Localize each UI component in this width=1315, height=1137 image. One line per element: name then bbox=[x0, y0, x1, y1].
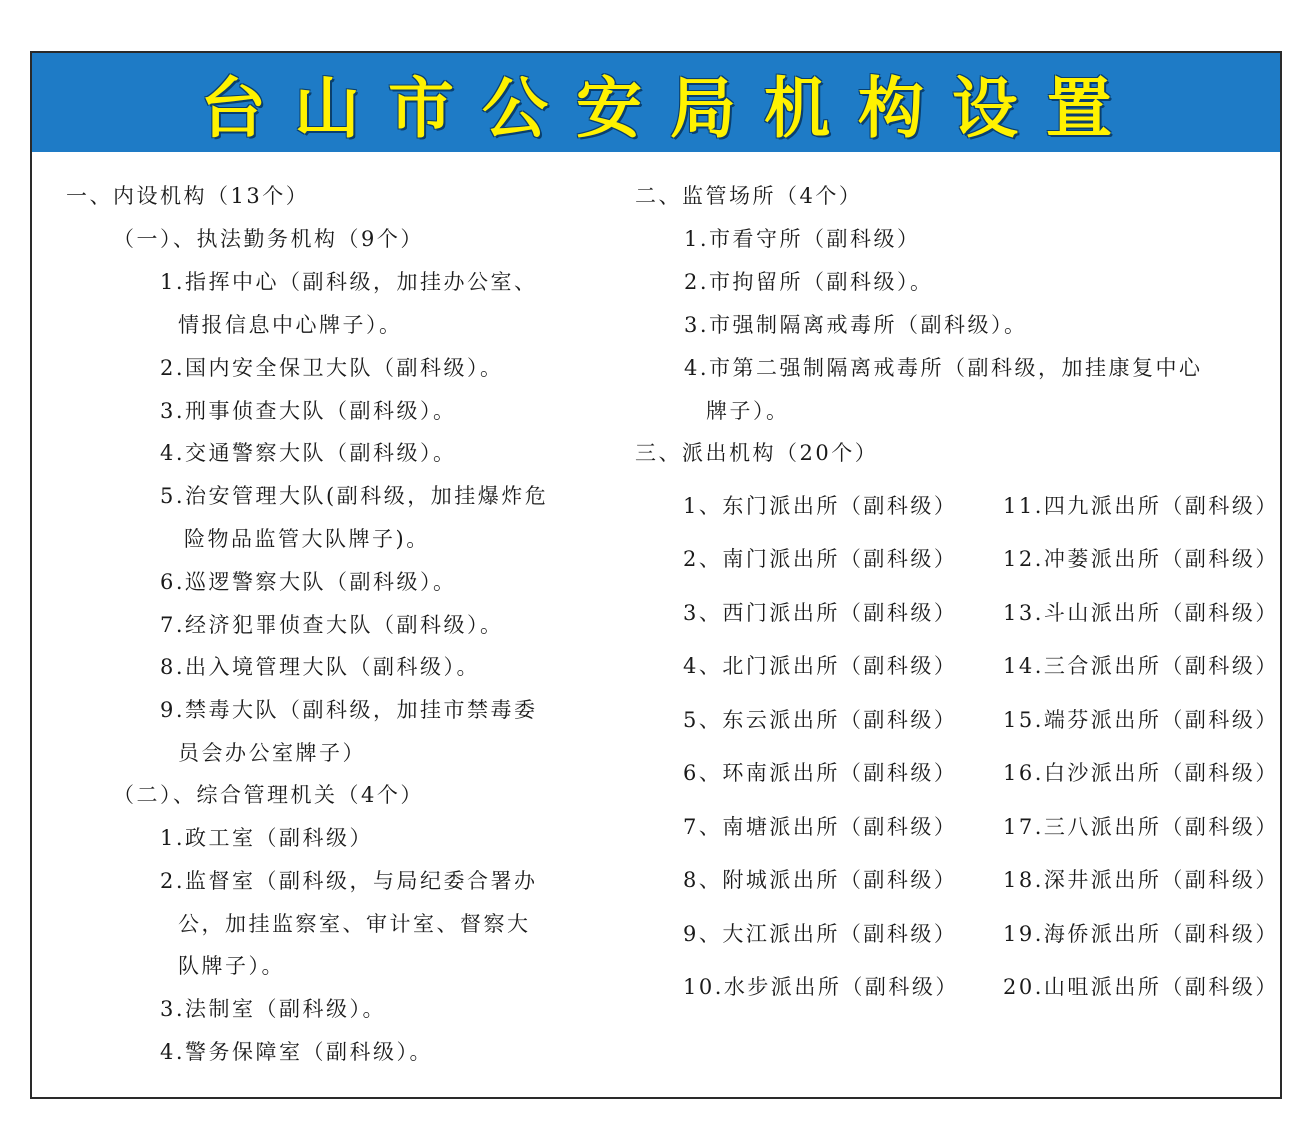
list-item: 1.政工室（副科级） bbox=[160, 826, 374, 850]
group-heading-administration: （二）、综合管理机关（4个） bbox=[113, 783, 424, 807]
list-item: 2.国内安全保卫大队（副科级）。 bbox=[160, 356, 504, 380]
list-item: 牌子）。 bbox=[706, 399, 790, 423]
station-item: 3、西门派出所（副科级） bbox=[683, 601, 958, 625]
station-item: 20.山咀派出所（副科级） bbox=[1003, 975, 1279, 999]
station-item: 13.斗山派出所（副科级） bbox=[1003, 601, 1279, 625]
title-banner bbox=[32, 53, 1280, 152]
section-heading-detention: 二、监管场所（4个） bbox=[635, 184, 863, 208]
station-item: 2、南门派出所（副科级） bbox=[683, 547, 958, 571]
list-item: 6.巡逻警察大队（副科级）。 bbox=[160, 570, 457, 594]
station-item: 17.三八派出所（副科级） bbox=[1003, 815, 1279, 839]
station-item: 11.四九派出所（副科级） bbox=[1003, 494, 1279, 518]
list-item: 2.监督室（副科级，与局纪委合署办 bbox=[160, 869, 538, 893]
page-title: 台山市公安局机构设置 bbox=[200, 70, 1140, 147]
group-heading-law-enforcement: （一）、执法勤务机构（9个） bbox=[113, 227, 424, 251]
list-item: 3.市强制隔离戒毒所（副科级）。 bbox=[684, 313, 1028, 337]
list-item: 2.市拘留所（副科级）。 bbox=[684, 270, 934, 294]
station-item: 9、大江派出所（副科级） bbox=[683, 922, 958, 946]
list-item: 4.警务保障室（副科级）。 bbox=[160, 1040, 434, 1064]
station-item: 4、北门派出所（副科级） bbox=[683, 654, 958, 678]
list-item: 4.市第二强制隔离戒毒所（副科级，加挂康复中心 bbox=[684, 356, 1203, 380]
station-item: 6、环南派出所（副科级） bbox=[683, 761, 958, 785]
station-item: 1、东门派出所（副科级） bbox=[683, 494, 958, 518]
station-item: 7、南塘派出所（副科级） bbox=[683, 815, 958, 839]
station-item: 14.三合派出所（副科级） bbox=[1003, 654, 1279, 678]
list-item: 公，加挂监察室、审计室、督察大 bbox=[178, 912, 531, 936]
section-heading-stations: 三、派出机构（20个） bbox=[635, 441, 879, 465]
list-item: 3.刑事侦查大队（副科级）。 bbox=[160, 399, 457, 423]
list-item: 1.市看守所（副科级） bbox=[684, 227, 921, 251]
station-item: 18.深井派出所（副科级） bbox=[1003, 868, 1279, 892]
list-item: 8.出入境管理大队（副科级）。 bbox=[160, 655, 481, 679]
list-item: 4.交通警察大队（副科级）。 bbox=[160, 441, 457, 465]
station-item: 8、附城派出所（副科级） bbox=[683, 868, 958, 892]
list-item: 队牌子）。 bbox=[178, 954, 285, 978]
station-item: 19.海侨派出所（副科级） bbox=[1003, 922, 1279, 946]
station-item: 15.端芬派出所（副科级） bbox=[1003, 708, 1279, 732]
list-item: 1.指挥中心（副科级，加挂办公室、 bbox=[160, 270, 538, 294]
list-item: 员会办公室牌子） bbox=[178, 741, 366, 765]
list-item: 情报信息中心牌子）。 bbox=[178, 313, 403, 337]
list-item: 险物品监管大队牌子)。 bbox=[184, 527, 430, 551]
station-item: 5、东云派出所（副科级） bbox=[683, 708, 958, 732]
station-item: 10.水步派出所（副科级） bbox=[683, 975, 959, 999]
station-item: 16.白沙派出所（副科级） bbox=[1003, 761, 1279, 785]
list-item: 9.禁毒大队（副科级，加挂市禁毒委 bbox=[160, 698, 538, 722]
station-item: 12.冲蒌派出所（副科级） bbox=[1003, 547, 1279, 571]
section-heading-internal: 一、内设机构（13个） bbox=[66, 184, 310, 208]
list-item: 7.经济犯罪侦查大队（副科级）。 bbox=[160, 613, 504, 637]
list-item: 3.法制室（副科级）。 bbox=[160, 997, 387, 1021]
list-item: 5.治安管理大队(副科级，加挂爆炸危 bbox=[160, 484, 549, 508]
